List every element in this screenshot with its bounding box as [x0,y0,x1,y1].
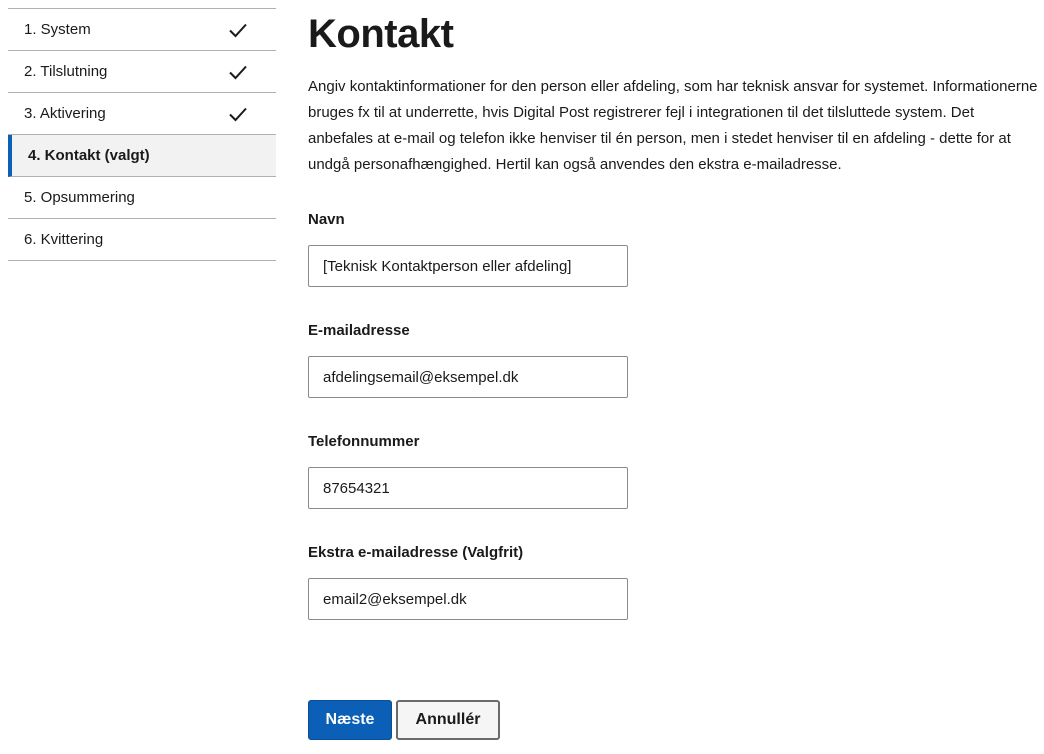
step-aktivering[interactable] [8,93,276,135]
step-label: 5. Opsummering [24,189,135,206]
step-label: 1. System [24,21,91,38]
cancel-button[interactable]: Annullér [396,700,500,740]
name-input[interactable] [308,245,628,287]
page-title: Kontakt [308,12,454,56]
step-tilslutning[interactable] [8,51,276,93]
check-icon [228,20,248,40]
check-icon [228,62,248,82]
step-label: 3. Aktivering [24,105,106,122]
name-label: Navn [308,211,345,228]
step-opsummering[interactable] [8,177,276,219]
extra-email-input[interactable] [308,578,628,620]
step-system[interactable] [8,9,276,51]
email-input[interactable] [308,356,628,398]
phone-input[interactable] [308,467,628,509]
check-icon [228,104,248,124]
next-button[interactable]: Næste [308,700,392,740]
step-label: 2. Tilslutning [24,63,108,80]
step-label: 6. Kvittering [24,231,104,248]
email-label: E-mailadresse [308,322,410,339]
step-navigation [8,8,276,261]
step-kvittering[interactable] [8,219,276,261]
extra-email-label: Ekstra e-mailadresse (Valgfrit) [308,544,524,561]
step-kontakt-current[interactable] [8,135,276,177]
intro-text: Angiv kontaktinformationer for den person eller afdeling, som har teknisk ansvar for systemet. Informationerne bruges fx til at underrette, hvis Digital Post registrerer fejl i integrationen til det tilsluttede system. Det anbefales at e-mail og telefon ikke henviser til én person, men i stedet henviser til en afdeling - dette for at undgå personafhængighed. Hertil kan også anvendes den ekstra e-mailadresse. [308,78,1038,173]
phone-label: Telefonnummer [308,433,420,450]
step-label: 4. Kontakt (valgt) [28,147,150,164]
